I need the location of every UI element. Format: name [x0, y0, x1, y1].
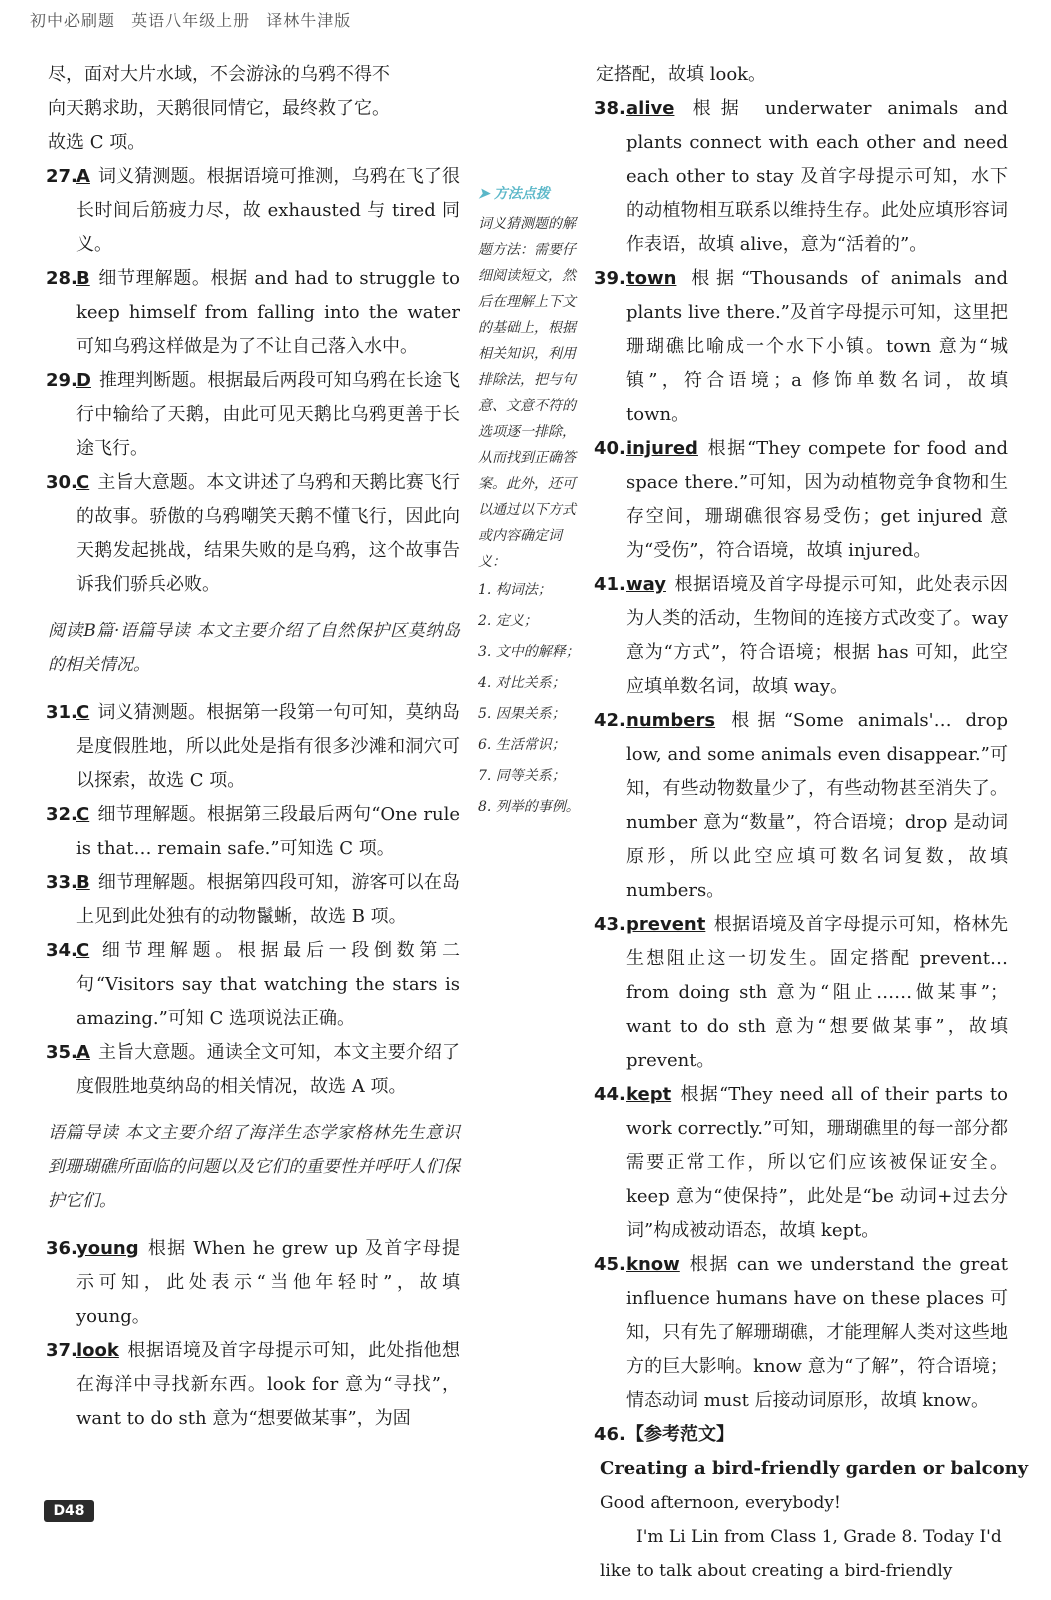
answer-item-35: [48, 1036, 460, 1104]
answer-item-28: [48, 262, 460, 364]
item-explanation: 根据语境及首字母提示可知，此处表示因为人类的活动，生物间的连接方式改变了。way 意为“方式”，符合语境；根据 has 可知，此空应填单数名词，故填 way。: [626, 574, 1008, 697]
item-explanation: 细节理解题。根据第四段可知，游客可以在岛上见到此处独有的动物鬣蜥，故选 B 项。: [76, 872, 460, 927]
item-answer: A: [76, 1042, 90, 1063]
tip-text: 词义猜测题的解题方法：需要仔细阅读短文，然后在理解上下文的基础上，根据相关知识，利用排除法，把与句意、文意不符的选项逐一排除，从而找到正确答案。此外，还可以通过以下方式或内容确定词义：: [478, 216, 576, 570]
tip-list: [478, 575, 586, 823]
item-answer: alive: [626, 98, 675, 119]
item-explanation: 根据“They need all of their parts to work correctly.”可知，珊瑚礁里的每一部分都需要正常工作，所以它们应该被保证安全。keep 意为“使保持”，此处是“be 动词+过去分词”构成被动语态，故填 kept。: [626, 1084, 1008, 1241]
page-number: D48: [44, 1500, 94, 1522]
answer-item-34: [48, 934, 460, 1036]
item-answer: young: [76, 1238, 139, 1259]
header-subject: 英语八年级上册: [131, 11, 251, 30]
item-explanation: 细节理解题。根据 and had to struggle to keep himself from falling into the water 可知乌鸦这样做是为了不让自己落入水中。: [76, 268, 460, 357]
item-explanation: 根据语境及首字母提示可知，此处指他想在海洋中寻找新东西。look for 意为“寻找”，want to do sth 意为“想要做某事”，为固: [76, 1340, 460, 1429]
item-number: 39.: [594, 268, 626, 289]
item-answer: C: [76, 804, 90, 825]
answer-item-32: [48, 798, 460, 866]
answer-item-37: [48, 1334, 460, 1436]
item-explanation: 细节理解题。根据最后一段倒数第二句“Visitors say that watching the stars is amazing.”可知 C 选项说法正确。: [76, 940, 460, 1029]
tip-title: ➤ 方法点拨: [478, 186, 550, 202]
item-answer: C: [76, 940, 90, 961]
item-explanation: 根据 When he grew up 及首字母提示可知，此处表示“当他年轻时”，故填 young。: [76, 1238, 460, 1327]
answer-item-31: [48, 696, 460, 798]
answer-item-44: [596, 1078, 1008, 1248]
running-header: [30, 8, 351, 34]
item-number: 44.: [594, 1084, 626, 1105]
item-number: 31.: [46, 702, 78, 723]
tip-list-item: 8. 列举的事例。: [478, 799, 580, 815]
item-explanation: 根据“Some animals'… drop low, and some animals even disappear.”可知，有些动物数量少了，有些动物甚至消失了。number 意为“数量”，符合语境；drop 是动词原形，所以此空应填可数名词复数，故填 numbers。: [626, 710, 1008, 901]
item-explanation: 细节理解题。根据第三段最后两句“One rule is that… remain safe.”可知选 C 项。: [76, 804, 460, 859]
answer-item-30: [48, 466, 460, 602]
item-explanation: 根据“They compete for food and space there.”可知，因为动植物竞争食物和生存空间，珊瑚礁很容易受伤；get injured 意为“受伤”，符合语境，故填 injured。: [626, 438, 1008, 561]
item-answer: injured: [626, 438, 698, 459]
item-number: 34.: [46, 940, 78, 961]
item-explanation: 词义猜测题。根据语境可推测，乌鸦在飞了很长时间后筋疲力尽，故 exhausted 与 tired 同义。: [76, 166, 460, 255]
item-number: 33.: [46, 872, 78, 893]
answer-item-42: [596, 704, 1008, 908]
intro-line: 尽，面对大片水域，不会游泳的乌鸦不得不: [48, 64, 390, 85]
header-edition: 译林牛津版: [266, 11, 352, 30]
intro-line: 故选 C 项。: [48, 132, 146, 153]
item-answer: know: [626, 1254, 680, 1275]
reading-b-guide: 阅读B篇·语篇导读 本文主要介绍了自然保护区莫纳岛的相关情况。: [48, 621, 460, 675]
answer-item-36: [48, 1232, 460, 1334]
item-answer: D: [76, 370, 91, 391]
essay-title: Creating a bird-friendly garden or balcony: [600, 1458, 1029, 1479]
item-answer: kept: [626, 1084, 672, 1105]
essay-greeting: Good afternoon, everybody!: [600, 1493, 841, 1513]
item-answer: numbers: [626, 710, 716, 731]
item-number: 40.: [594, 438, 626, 459]
item-answer: way: [626, 574, 666, 595]
item-number: 27.: [46, 166, 78, 187]
left-column: [48, 58, 460, 1436]
tip-list-item: 3. 文中的解释；: [478, 644, 580, 660]
intro-line: 向天鹅求助，天鹅很同情它，最终救了它。: [48, 98, 390, 119]
tip-list-item: 1. 构词法；: [478, 582, 552, 598]
item-number: 46.: [594, 1424, 626, 1445]
answer-item-40: [596, 432, 1008, 568]
item-number: 42.: [594, 710, 626, 731]
method-tip-sidebar: [478, 183, 586, 823]
item-explanation: 主旨大意题。通读全文可知，本文主要介绍了度假胜地莫纳岛的相关情况，故选 A 项。: [76, 1042, 460, 1097]
item-number: 32.: [46, 804, 78, 825]
item-number: 36.: [46, 1238, 78, 1259]
intro-line: 定搭配，故填 look。: [596, 64, 767, 85]
item-number: 41.: [594, 574, 626, 595]
answer-item-29: [48, 364, 460, 466]
item-number: 28.: [46, 268, 78, 289]
item-number: 29.: [46, 370, 78, 391]
answer-item-39: [596, 262, 1008, 432]
item-answer: C: [76, 702, 90, 723]
item-number: 37.: [46, 1340, 78, 1361]
answer-item-43: [596, 908, 1008, 1078]
item-explanation: 根据 underwater animals and plants connect with each other and need each other to stay 及首字母提示可知，水下的动植物相互联系以维持生存。此处应填形容词作表语，故填 alive，意为“活着的”。: [626, 98, 1008, 255]
tip-list-item: 5. 因果关系；: [478, 706, 566, 722]
item-answer: prevent: [626, 914, 706, 935]
answer-item-41: [596, 568, 1008, 704]
essay-body: I'm Li Lin from Class 1, Grade 8. Today I'd like to talk about creating a bird-friendly: [600, 1527, 1002, 1581]
header-series: 初中必刷题: [30, 11, 116, 30]
item-explanation: 词义猜测题。根据第一段第一句可知，莫纳岛是度假胜地，所以此处是指有很多沙滩和洞穴可以探索，故选 C 项。: [76, 702, 460, 791]
item-number: 30.: [46, 472, 78, 493]
answer-item-27: [48, 160, 460, 262]
answer-item-38: [596, 92, 1008, 262]
item-answer: town: [626, 268, 677, 289]
item-number: 38.: [594, 98, 626, 119]
answer-item-33: [48, 866, 460, 934]
answer-item-46: [596, 1418, 1008, 1452]
tip-list-item: 7. 同等关系；: [478, 768, 566, 784]
item-explanation: 根据语境及首字母提示可知，格林先生想阻止这一切发生。固定搭配 prevent… from doing sth 意为“阻止……做某事”；want to do sth 意为“想要做某事”，故填 prevent。: [626, 914, 1008, 1071]
item-answer: C: [76, 472, 90, 493]
item-answer: B: [76, 872, 90, 893]
reading-c-guide: 语篇导读 本文主要介绍了海洋生态学家格林先生意识到珊瑚礁所面临的问题以及它们的重要性并呼吁人们保护它们。: [48, 1123, 460, 1211]
tip-list-item: 6. 生活常识；: [478, 737, 566, 753]
item-explanation: 推理判断题。根据最后两段可知乌鸦在长途飞行中输给了天鹅，由此可见天鹅比乌鸦更善于长途飞行。: [76, 370, 460, 459]
item-explanation: 根据“Thousands of animals and plants live there.”及首字母提示可知，这里把珊瑚礁比喻成一个水下小镇。town 意为“城镇”，符合语境；a 修饰单数名词，故填 town。: [626, 268, 1008, 425]
item-number: 35.: [46, 1042, 78, 1063]
item-number: 45.: [594, 1254, 626, 1275]
item-answer: A: [76, 166, 90, 187]
right-column: [594, 58, 1029, 1588]
item-number: 43.: [594, 914, 626, 935]
item-explanation: 主旨大意题。本文讲述了乌鸦和天鹅比赛飞行的故事。骄傲的乌鸦嘲笑天鹅不懂飞行，因此向天鹅发起挑战，结果失败的是乌鸦，这个故事告诉我们骄兵必败。: [76, 472, 460, 595]
item-explanation: 根据 can we understand the great influence humans have on these places 可知，只有先了解珊瑚礁，才能理解人类对这些地方的巨大影响。know 意为“了解”，符合语境；情态动词 must 后接动词原形，故填 know。: [626, 1254, 1008, 1411]
answer-item-45: [596, 1248, 1008, 1418]
item-answer: B: [76, 268, 90, 289]
tip-list-item: 4. 对比关系；: [478, 675, 566, 691]
tip-list-item: 2. 定义；: [478, 613, 538, 629]
item-answer: look: [76, 1340, 119, 1361]
sample-essay-label: 【参考范文】: [626, 1424, 734, 1445]
arrow-right-icon: ➤: [478, 186, 490, 202]
